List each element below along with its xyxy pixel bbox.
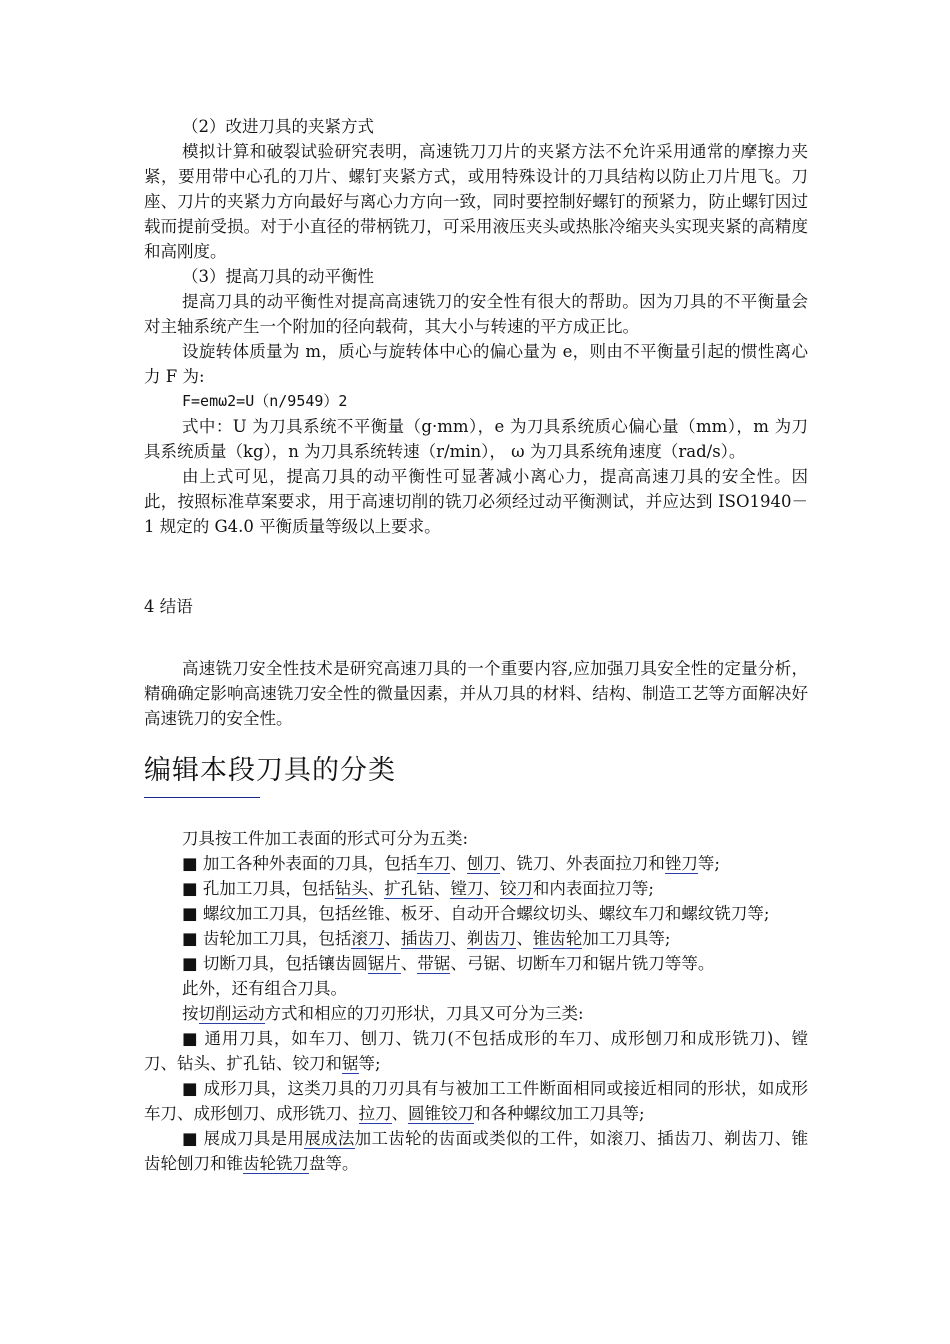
text: 、 xyxy=(483,879,500,898)
list-item xyxy=(144,926,808,951)
text: ■ 通用刀具，如车刀、刨刀、铣刀(不包括成形的车刀、成形刨刀和成形铣刀)、镗刀、钻头、扩孔钻、铰刀和 xyxy=(144,1029,808,1073)
list-item xyxy=(144,1026,808,1076)
link-gear-shaper-cutter[interactable]: 插齿刀 xyxy=(400,929,451,948)
link-bevel-gear[interactable]: 锥齿轮 xyxy=(532,929,583,948)
classify-header xyxy=(144,751,808,798)
text: 按 xyxy=(182,1004,199,1023)
text: 、 xyxy=(450,929,467,948)
paragraph-balance-2: 设旋转体质量为 m，质心与旋转体中心的偏心量为 e，则由不平衡量引起的惯性离心力 F 为: xyxy=(144,342,808,386)
text: ■ 齿轮加工刀具，包括 xyxy=(182,929,352,948)
link-saw-blade[interactable]: 锯片 xyxy=(367,954,401,973)
classify-intro: 刀具按工件加工表面的形式可分为五类: xyxy=(182,829,469,848)
list-item xyxy=(144,1076,808,1126)
text: 加工刀具等; xyxy=(582,929,671,948)
classify-heading: 编辑本段刀具的分类 xyxy=(144,755,396,786)
link-taper-reamer[interactable]: 圆锥铰刀 xyxy=(408,1104,474,1123)
text: ■ 切断刀具，包括镶齿圆 xyxy=(182,954,368,973)
text: 、弓锯、切断车刀和锯片铣刀等等。 xyxy=(450,954,715,973)
heading-underline xyxy=(144,797,260,798)
formula: F=emω2=U（n/9549）2 xyxy=(182,392,348,410)
text: 盘等。 xyxy=(309,1154,359,1173)
link-gear-milling-cutter[interactable]: 齿轮铣刀 xyxy=(243,1154,309,1173)
link-drill[interactable]: 钻头 xyxy=(334,879,368,898)
link-saw[interactable]: 锯 xyxy=(342,1054,359,1073)
text: 加工齿轮的齿面或类似的工件，如滚刀、插齿刀、剃齿刀、锥齿轮刨刀和锥 xyxy=(144,1129,808,1173)
link-core-drill[interactable]: 扩孔钻 xyxy=(384,879,434,898)
paragraph-conclusion: 由上式可见，提高刀具的动平衡性可显著减小离心力，提高高速刀具的安全性。因此，按照标准草案要求，用于高速切削的铣刀必须经过动平衡测试，并应达到 ISO1940－1 规定的 G4.0 平衡质量等级以上要求。 xyxy=(144,467,808,536)
text: ■ 加工各种外表面的刀具，包括 xyxy=(182,854,418,873)
link-cutting-motion[interactable]: 切削运动 xyxy=(198,1004,265,1023)
paragraph-clamp: 模拟计算和破裂试验研究表明，高速铣刀刀片的夹紧方法不允许采用通常的摩擦力夹紧，要用带中心孔的刀片、螺钉夹紧方式，或用特殊设计的刀具结构以防止刀片甩飞。刀座、刀片的夹紧力方向最好与离心力方向一致，同时要控制好螺钉的预紧力，防止螺钉因过载而提前受损。对于小直径的带柄铣刀，可采用液压夹头或热胀冷缩夹头实现夹紧的高精度和高刚度。 xyxy=(144,142,808,261)
link-reamer[interactable]: 铰刀 xyxy=(499,879,533,898)
link-hob[interactable]: 滚刀 xyxy=(351,929,385,948)
paragraph-balance-1: 提高刀具的动平衡性对提高高速铣刀的安全性有很大的帮助。因为刀具的不平衡量会对主轴系统产生一个附加的径向载荷，其大小与转速的平方成正比。 xyxy=(144,292,808,336)
text: 、 xyxy=(516,929,533,948)
section-4-heading: 4 结语 xyxy=(144,597,193,616)
text: 、 xyxy=(433,879,451,898)
link-band-saw[interactable]: 带锯 xyxy=(417,954,451,973)
link-shaving-cutter[interactable]: 剃齿刀 xyxy=(466,929,517,948)
text: 、 xyxy=(400,954,418,973)
link-boring-tool[interactable]: 镗刀 xyxy=(450,879,484,898)
list-item xyxy=(144,1126,808,1176)
link-generating-method[interactable]: 展成法 xyxy=(304,1129,355,1148)
text: 和各种螺纹加工刀具等; xyxy=(474,1104,645,1123)
text: 、 xyxy=(384,929,401,948)
list-item xyxy=(144,876,808,901)
section-4-paragraph: 高速铣刀安全性技术是研究高速刀具的一个重要内容,应加强刀具安全性的定量分析，精确确定影响高速铣刀安全性的微量因素，并从刀具的材料、结构、制造工艺等方面解决好高速铣刀的安全性。 xyxy=(144,659,808,728)
text: ■ 展成刀具是用 xyxy=(182,1129,305,1148)
list-item xyxy=(144,851,808,876)
section-balance xyxy=(144,114,808,539)
text: ■ 孔加工刀具，包括 xyxy=(182,879,335,898)
list-item: ■ 螺纹加工刀具，包括丝锥、板牙、自动开合螺纹切头、螺纹车刀和螺纹铣刀等; xyxy=(182,904,770,923)
link-file-tool[interactable]: 锉刀 xyxy=(664,854,698,873)
text: ■ 成形刀具，这类刀具的刀刃具有与被加工工件断面相同或接近相同的形状，如成形车刀、成形刨刀、成形铣刀、 xyxy=(144,1079,808,1123)
text: 、 xyxy=(367,879,385,898)
subheading-clamp: （2）改进刀具的夹紧方式 xyxy=(182,117,374,136)
link-broach[interactable]: 拉刀 xyxy=(358,1104,392,1123)
list-item xyxy=(144,951,808,976)
text: 、 xyxy=(391,1104,408,1123)
text: 方式和相应的刀刃形状，刀具又可分为三类: xyxy=(264,1004,584,1023)
link-planing-tool[interactable]: 刨刀 xyxy=(466,854,500,873)
classify-extra: 此外，还有组合刀具。 xyxy=(182,979,347,998)
text: 等; xyxy=(358,1054,381,1073)
text: 和内表面拉刀等; xyxy=(532,879,654,898)
subheading-balance: （3）提高刀具的动平衡性 xyxy=(182,267,374,286)
link-turning-tool[interactable]: 车刀 xyxy=(417,854,451,873)
text: 等; xyxy=(697,854,720,873)
section-4 xyxy=(144,594,808,619)
classify-motion xyxy=(144,1001,808,1026)
classify-body xyxy=(144,826,808,1176)
paragraph-where: 式中：U 为刀具系统不平衡量（g·mm），e 为刀具系统质心偏心量（mm），m 为刀具系统质量（kg），n 为刀具系统转速（r/min）， ω 为刀具系统角速度（rad/s）。 xyxy=(144,417,808,461)
section-4-body xyxy=(144,656,808,731)
text: 、铣刀、外表面拉刀和 xyxy=(499,854,665,873)
text: 、 xyxy=(450,854,467,873)
